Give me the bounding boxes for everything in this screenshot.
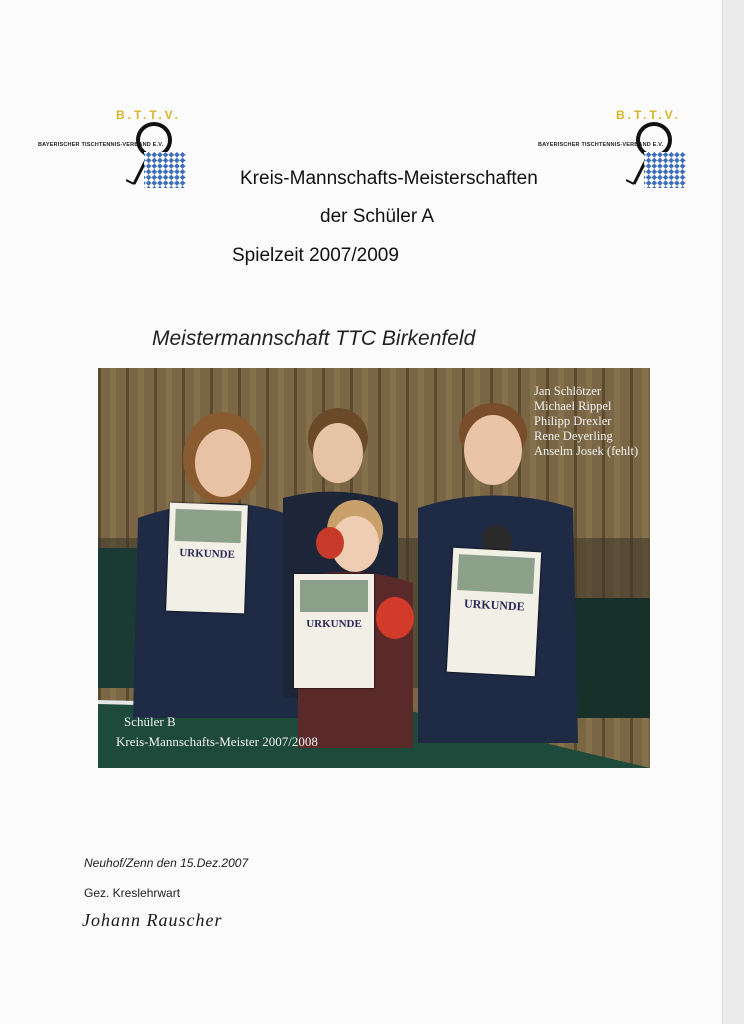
page-edge (722, 0, 744, 1024)
certificate (447, 548, 541, 676)
player-name: Philipp Drexler (534, 414, 612, 428)
player-name: Anselm Josek (fehlt) (534, 444, 639, 458)
paddle-icon (126, 118, 188, 190)
signed-by: Gez. Kreslehrwart (84, 886, 181, 900)
team-photo (98, 368, 650, 768)
place-date: Neuhof/Zenn den 15.Dez.2007 (84, 856, 249, 870)
certificate (166, 503, 248, 614)
certificate-label: URKUNDE (179, 547, 236, 561)
logo-letters: B.T.T.V. (616, 108, 681, 122)
team-title: Meistermannschaft TTC Birkenfeld (152, 327, 476, 350)
logo-letters: B.T.T.V. (116, 108, 181, 122)
logo-right (538, 108, 688, 188)
header-line3: Spielzeit 2007/2009 (232, 245, 399, 266)
logo-association: BAYERISCHER TISCHTENNIS-VERBAND E.V. (538, 142, 664, 148)
certificate (294, 574, 374, 688)
player-name: Jan Schlötzer (534, 384, 601, 398)
logo-association: BAYERISCHER TISCHTENNIS-VERBAND E.V. (38, 142, 164, 148)
certificate-photo (300, 580, 368, 612)
logo-left (38, 108, 188, 188)
certificate-label: URKUNDE (463, 596, 526, 614)
player-names (534, 384, 638, 459)
certificate-photo (457, 554, 535, 594)
certificate-photo (175, 509, 242, 543)
header-line2: der Schüler A (320, 206, 435, 227)
photo-caption-line1: Schüler B (124, 714, 176, 729)
header-line1: Kreis-Mannschafts-Meisterschaften (240, 168, 538, 189)
signature: Johann Rauscher (82, 910, 223, 930)
paddle-icon (626, 118, 688, 190)
player-name: Michael Rippel (534, 399, 612, 413)
photo-caption-line2: Kreis-Mannschafts-Meister 2007/2008 (116, 734, 318, 749)
certificate-label: URKUNDE (306, 618, 362, 630)
player-name: Rene Deyerling (534, 429, 613, 443)
